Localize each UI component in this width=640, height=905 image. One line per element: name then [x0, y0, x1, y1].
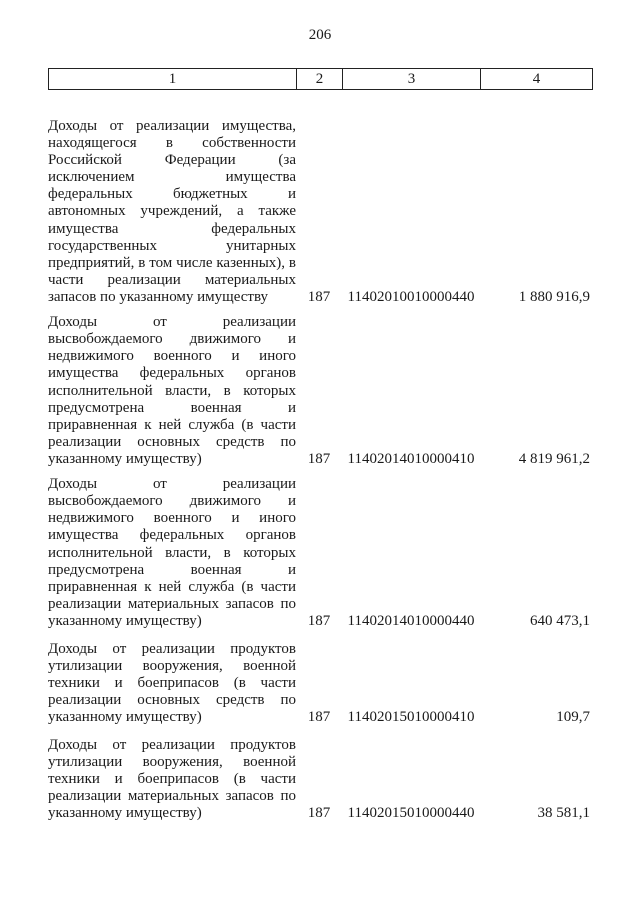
column-header-2: 2 [297, 69, 343, 90]
revenue-name: Доходы от реализации высвобождаемого движимого и недвижимого военного и иного имущества федеральных органов исполнительной власти, в которых предусмотрена военная и приравненная к ней служба (в части реализации материальных запасов по указанному имуществу) [48, 476, 296, 629]
column-header-1: 1 [49, 69, 297, 90]
admin-code: 187 [307, 613, 331, 629]
column-header-4: 4 [481, 69, 593, 90]
admin-code: 187 [307, 709, 331, 725]
budget-classification-code: 11402014010000410 [347, 451, 475, 467]
table-body [48, 94, 592, 822]
admin-code: 187 [307, 805, 331, 821]
table-row [48, 630, 592, 726]
revenue-name: Доходы от реализации продуктов утилизации вооружения, военной техники и боеприпасов (в части реализации материальных запасов по указанному имуществу) [48, 736, 296, 821]
column-header-3: 3 [343, 69, 481, 90]
table-row [48, 726, 592, 822]
budget-classification-code: 11402014010000440 [347, 613, 475, 629]
page-number: 206 [308, 27, 332, 43]
budget-classification-code: 11402015010000440 [347, 805, 475, 821]
amount: 1 880 916,9 [518, 289, 590, 305]
revenue-name: Доходы от реализации имущества, находящегося в собственности Российской Федерации (за исключением имущества федеральных бюджетных и автономных учреждений, а также имущества федеральных государственных унитарных предприятий, в том числе казенных), в части реализации материальных запасов по указанному имуществу [48, 117, 296, 305]
amount: 4 819 961,2 [518, 451, 590, 467]
budget-classification-code: 11402010010000440 [347, 289, 475, 305]
amount: 640 473,1 [530, 613, 590, 629]
admin-code: 187 [307, 289, 331, 305]
amount: 109,7 [556, 709, 590, 725]
budget-classification-code: 11402015010000410 [347, 709, 475, 725]
table-header [48, 68, 593, 90]
admin-code: 187 [307, 451, 331, 467]
amount: 38 581,1 [537, 805, 590, 821]
table-row [48, 94, 592, 306]
table-row [48, 468, 592, 630]
revenue-name: Доходы от реализации продуктов утилизации вооружения, военной техники и боеприпасов (в части реализации основных средств по указанному имуществу) [48, 640, 296, 725]
revenue-name: Доходы от реализации высвобождаемого движимого и недвижимого военного и иного имущества федеральных органов исполнительной власти, в которых предусмотрена военная и приравненная к ней служба (в части реализации основных средств по указанному имуществу) [48, 314, 296, 467]
table-row [48, 306, 592, 468]
